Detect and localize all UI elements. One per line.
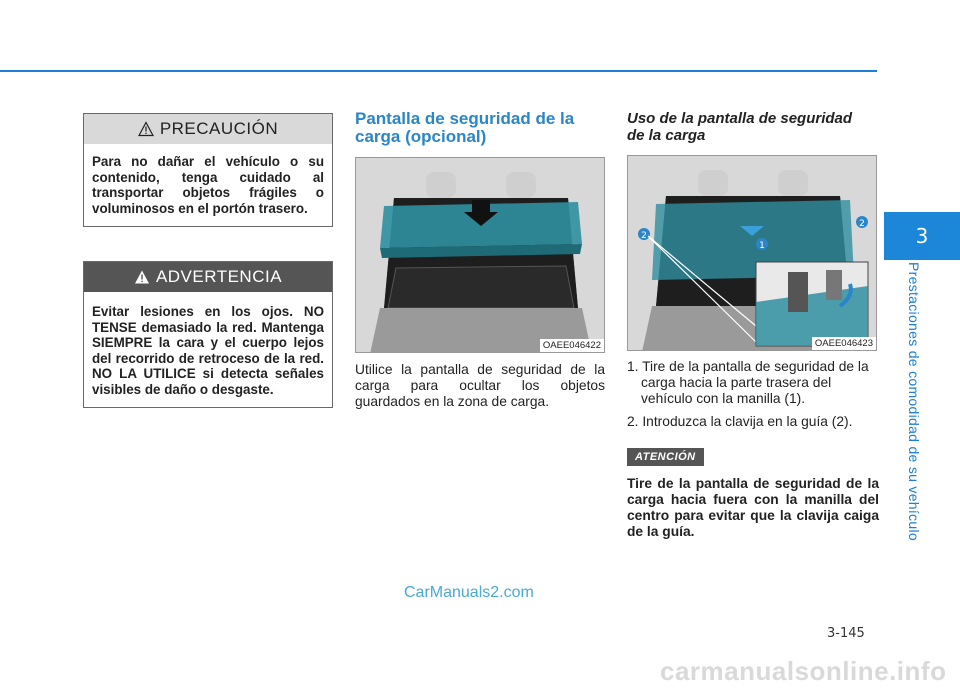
caution-header xyxy=(84,114,332,144)
caution-box xyxy=(83,113,333,227)
usage-title xyxy=(627,110,879,144)
section-title-line1: Pantalla de seguridad de la xyxy=(355,109,575,128)
warning-title: ADVERTENCIA xyxy=(155,267,283,286)
callout-2-left-label: 2 xyxy=(641,231,647,241)
usage-title-line2: de la carga xyxy=(627,127,706,144)
cargo-cover-usage-photo xyxy=(627,155,877,351)
notice-text: Tire de la pantalla de seguridad de la carga hacia fuera con la manilla del centro para evitar que la clavija caiga de la guía. xyxy=(627,476,879,539)
watermark-footer: carmanualsonline.info xyxy=(660,656,947,686)
chapter-tab xyxy=(884,212,960,260)
section-paragraph: Utilice la pantalla de seguridad de la carga para ocultar los objetos guardados en la zona de carga. xyxy=(355,362,605,409)
notice-label-wrap xyxy=(627,447,879,466)
warning-text: Evitar lesiones en los ojos. NO TENSE demasiado la red. Mantenga SIEMPRE la cara y el cuerpo lejos del recorrido de retroceso de la red. NO LA UTILICE si detecta señales visibles de daño o desgaste. xyxy=(92,304,324,397)
caution-text: Para no dañar el vehículo o su contenido, tenga cuidado al transportar objetos frágiles o voluminosos en el portón trasero. xyxy=(92,154,324,216)
cargo-area-illustration xyxy=(356,158,605,353)
usage-step-1: 1. Tire de la pantalla de seguridad de la carga hacia la parte trasera del vehículo con la manilla (1). xyxy=(627,359,869,406)
page-number: 3-145 xyxy=(827,626,865,641)
usage-title-line1: Uso de la pantalla de seguridad xyxy=(627,110,853,127)
usage-step-2: 2. Introduzca la clavija en la guía (2). xyxy=(627,414,853,429)
usage-steps xyxy=(627,359,879,430)
warning-outline-icon xyxy=(138,121,154,137)
section-column xyxy=(355,110,605,410)
callout-1-label: 1 xyxy=(759,241,765,251)
header-rule xyxy=(0,70,877,72)
notice-label: ATENCIÓN xyxy=(627,448,704,466)
chapter-number: 3 xyxy=(915,224,929,248)
chapter-title: Prestaciones de comodidad de su vehículo xyxy=(906,262,922,541)
usage-image-code: OAEE046423 xyxy=(812,337,876,350)
watermark-link[interactable]: CarManuals2.com xyxy=(404,584,534,601)
image-code: OAEE046422 xyxy=(540,339,604,352)
callout-2-right-label: 2 xyxy=(859,219,865,229)
section-title-line2: carga (opcional) xyxy=(355,127,487,146)
caution-title: PRECAUCIÓN xyxy=(159,119,279,138)
cargo-usage-illustration xyxy=(628,156,877,351)
warning-filled-icon xyxy=(134,269,150,285)
warning-box xyxy=(83,261,333,408)
cargo-cover-photo xyxy=(355,157,605,353)
section-title xyxy=(355,110,605,146)
warning-header xyxy=(84,262,332,292)
usage-column xyxy=(627,110,879,540)
